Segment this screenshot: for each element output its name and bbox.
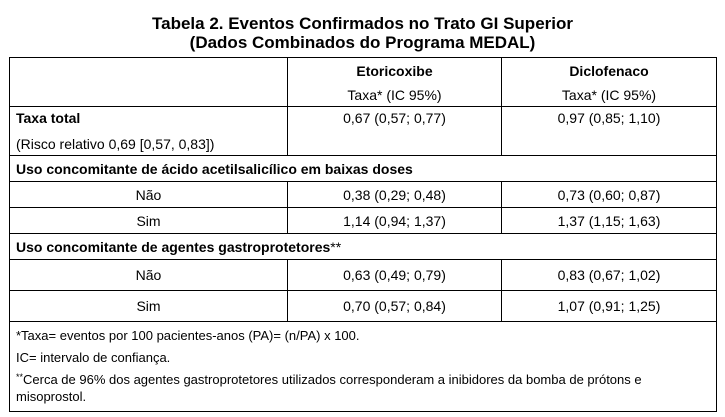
events-table <box>9 57 717 412</box>
header-etoricoxibe: Etoricoxibe <box>288 58 502 84</box>
gastro-nao-label: Não <box>10 260 288 291</box>
table-row <box>10 182 717 208</box>
aspirin-sim-etoricoxibe: 1,14 (0,94; 1,37) <box>288 208 502 234</box>
footnote-gastro: Cerca de 96% dos agentes gastroprotetores utilizados corresponderam a inibidores da bomba de prótons e misoprostol. <box>16 372 642 404</box>
footnote-ic: IC= intervalo de confiança. <box>16 350 171 365</box>
footnote-gastro-block <box>16 371 710 405</box>
footnote-taxa: *Taxa= eventos por 100 pacientes-anos (PA)= (n/PA) x 100. <box>16 328 360 343</box>
aspirin-nao-diclofenaco: 0,73 (0,60; 0,87) <box>502 182 717 208</box>
gastro-sim-diclofenaco: 1,07 (0,91; 1,25) <box>502 291 717 322</box>
footnote-gastro-mark: ** <box>16 372 24 382</box>
total-note: (Risco relativo 0,69 [0,57, 0,83]) <box>10 133 288 156</box>
footnotes-row <box>10 322 717 412</box>
total-label: Taxa total <box>10 107 288 134</box>
gastro-heading: Uso concomitante de agentes gastroprotetores <box>16 238 331 255</box>
subheader-etoricoxibe: Taxa* (IC 95%) <box>288 83 502 107</box>
table-row <box>10 291 717 322</box>
subheader-empty-cell <box>10 83 288 107</box>
header-empty-cell <box>10 58 288 84</box>
total-diclofenaco: 0,97 (0,85; 1,10) <box>502 107 717 156</box>
gastro-sim-label: Sim <box>10 291 288 322</box>
gastro-sim-etoricoxibe: 0,70 (0,57; 0,84) <box>288 291 502 322</box>
aspirin-sim-diclofenaco: 1,37 (1,15; 1,63) <box>502 208 717 234</box>
footnotes-cell <box>10 322 717 412</box>
table-title-line1: Tabela 2. Eventos Confirmados no Trato GI Superior <box>152 14 573 33</box>
gastro-nao-diclofenaco: 0,83 (0,67; 1,02) <box>502 260 717 291</box>
header-row <box>10 58 717 84</box>
gastro-heading-cell <box>10 234 717 260</box>
gastro-section-row <box>10 234 717 260</box>
aspirin-sim-label: Sim <box>10 208 288 234</box>
aspirin-nao-etoricoxibe: 0,38 (0,29; 0,48) <box>288 182 502 208</box>
header-diclofenaco: Diclofenaco <box>502 58 717 84</box>
aspirin-section-row <box>10 156 717 182</box>
table-title-line2: (Dados Combinados do Programa MEDAL) <box>189 33 536 52</box>
subheader-diclofenaco: Taxa* (IC 95%) <box>502 83 717 107</box>
total-row <box>10 107 717 134</box>
aspirin-nao-label: Não <box>10 182 288 208</box>
gastro-heading-mark: ** <box>330 238 342 255</box>
subheader-row <box>10 83 717 107</box>
table-row <box>10 260 717 291</box>
table-row <box>10 208 717 234</box>
total-etoricoxibe: 0,67 (0,57; 0,77) <box>288 107 502 156</box>
aspirin-heading: Uso concomitante de ácido acetilsalicílico em baixas doses <box>10 156 717 182</box>
gastro-nao-etoricoxibe: 0,63 (0,49; 0,79) <box>288 260 502 291</box>
